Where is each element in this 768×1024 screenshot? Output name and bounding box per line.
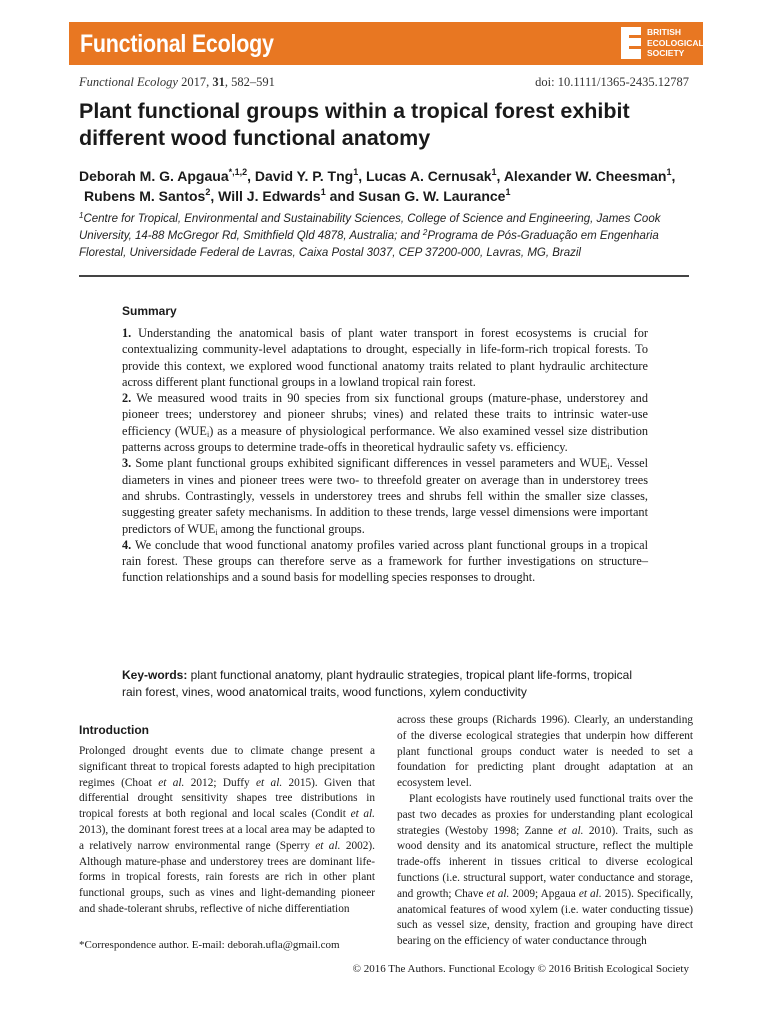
author-separator: , <box>671 168 676 184</box>
summary-point: 3. Some plant functional groups exhibited significant differences in vessel parameters and $WUE_i$. Vessel diameters in vines and pioneer trees were two- to threefold greater on average than in understorey trees and shrubs. Contrastingly, vessels in understorey trees and shrubs fell within the smaller size classes, suggesting greater safety mechanisms. In addition to these trends, large vessel dimensions were important predictors of $WUE_i$ among the functional groups. <box>122 456 648 537</box>
paragraph: Plant ecologists have routinely used functional traits over the past two decades as proxies for understanding plant ecological strategies (Westoby 1998; Zanne et al. 2010). Traits, such as wood density and its anatomical structure, reflect the multiple trade-offs inherent in tissues critical to diverse ecological functions (i.e. structural support, water conductance and storage, and growth; Chave et al. 2009; Apgaua et al. 2015). Specifically, anatomical features of wood xylem (i.e. water conducting tissue) such as vessel size, density, fraction and grouping have direct bearing on the efficiency of water conductance through <box>397 792 694 948</box>
affiliations: $^1$Centre for Tropical, Environmental and Sustainability Sciences, College of Science and Engineering, James Cook University, 14-88 McGregor Rd, Smithfield Qld 4878, Australia; and $^2$Programa de Pós-Graduação em Engenharia Florestal, Universidade Federal de Lavras, Caixa Postal 3037, CEP 37200-000, Lavras, MG, Brazil <box>79 211 661 259</box>
author-name: Alexander W. Cheesman <box>503 168 667 184</box>
summary-heading: Summary <box>122 304 177 318</box>
author-affiliation-mark: 1 <box>353 167 359 177</box>
copyright-notice: © 2016 The Authors. Functional Ecology © 2016 British Ecological Society <box>352 963 689 975</box>
author-separator: , <box>247 168 255 184</box>
summary-body <box>122 325 648 586</box>
author-name: Lucas A. Cernusak <box>366 168 492 184</box>
doi: doi: 10.1111/1365-2435.12787 <box>535 75 689 89</box>
keywords: Key-words: plant functional anatomy, plant hydraulic strategies, tropical plant life-forms, tropical rain forest, vines, wood anatomical traits, wood functions, xylem conductivity <box>122 668 633 699</box>
intro-column-left <box>79 744 375 918</box>
summary-point: 2. We measured wood traits in 90 species from six functional groups (mature-phase, understorey and pioneer trees; understorey and pioneer shrubs; vines) and related these traits to intrinsic water-use efficiency $(WUE_i)$ as a measure of physiological performance. We also examined vessel size distribution patterns across groups to determine trade-offs in theoretical hydraulic safety vs. efficiency. <box>122 391 648 455</box>
paragraph: across these groups (Richards 1996). Clearly, an understanding of the diverse ecological strategies that underpin how different plant functional groups conduct water is needed to set a foundation for predicting plant drought adaptation at an ecosystem level. <box>397 714 693 790</box>
summary-point: 1. Understanding the anatomical basis of plant water transport in forest ecosystems is crucial for contextualizing community-level adaptations to drought, especially in life-form-rich tropical forests. To provide this context, we explored wood functional anatomy traits related to plant hydraulic architecture across different plant functional groups in a lowland tropical rain forest. <box>122 326 649 389</box>
author-affiliation-mark: 1 <box>505 187 511 197</box>
journal-name: Functional Ecology <box>80 30 274 58</box>
citation-line: Functional Ecology 2017, 31, 582–591 <box>79 75 275 89</box>
introduction-heading: Introduction <box>79 723 149 737</box>
author-name: Rubens M. Santos <box>84 188 206 204</box>
society-name: BRITISH ECOLOGICAL SOCIETY <box>647 27 704 58</box>
correspondence-footnote: *Correspondence author. E-mail: deborah.ufla@gmail.com <box>79 939 340 951</box>
intro-column-right <box>397 713 693 950</box>
author-name: Susan G. W. Laurance <box>358 188 506 204</box>
journal-banner <box>0 0 768 66</box>
author-name: Will J. Edwards <box>218 188 321 204</box>
british-ecological-society-logo-icon <box>621 27 641 59</box>
author-affiliation-mark: 2 <box>205 187 211 197</box>
author-affiliation-mark: *,1,2 <box>228 167 248 177</box>
author-affiliation-mark: 1 <box>491 167 497 177</box>
author-separator: , <box>496 168 504 184</box>
author-separator: and <box>325 188 359 204</box>
header-divider <box>79 275 689 277</box>
summary-point: 4. We conclude that wood functional anatomy profiles varied across plant functional groups in a tropical rain forest. These groups can therefore serve as a framework for further investigations on structure–function relationships and a sound basis for modelling species responses to drought. <box>122 537 648 585</box>
author-separator: , <box>210 188 219 204</box>
author-name: David Y. P. Tng <box>254 168 354 184</box>
author-separator: , <box>358 168 366 184</box>
author-affiliation-mark: 1 <box>666 167 672 177</box>
society-logo <box>621 26 704 62</box>
author-affiliation-mark: 1 <box>320 187 326 197</box>
author-name: Deborah M. G. Apgaua <box>79 168 229 184</box>
article-title: Plant functional groups within a tropical forest exhibit different wood functional anatomy <box>79 99 630 150</box>
author-list <box>79 166 699 206</box>
paragraph: Prolonged drought events due to climate change present a significant threat to tropical forests adapted to high precipitation regimes (Choat et al. 2012; Duffy et al. 2015). Given that differential drought sensitivity shapes tree distributions in tropical forests at both regional and local scales (Condit et al. 2013), the dominant forest trees at a local area may be adapted to a relatively narrow environmental range (Sperry et al. 2002). Although mature-phase and understorey trees are dominant life-forms in tropical forests, rain forests are rich in other plant functional groups, such as vines and light-demanding pioneer and shade-tolerant shrubs, reflective of niche differentiation <box>79 745 376 915</box>
